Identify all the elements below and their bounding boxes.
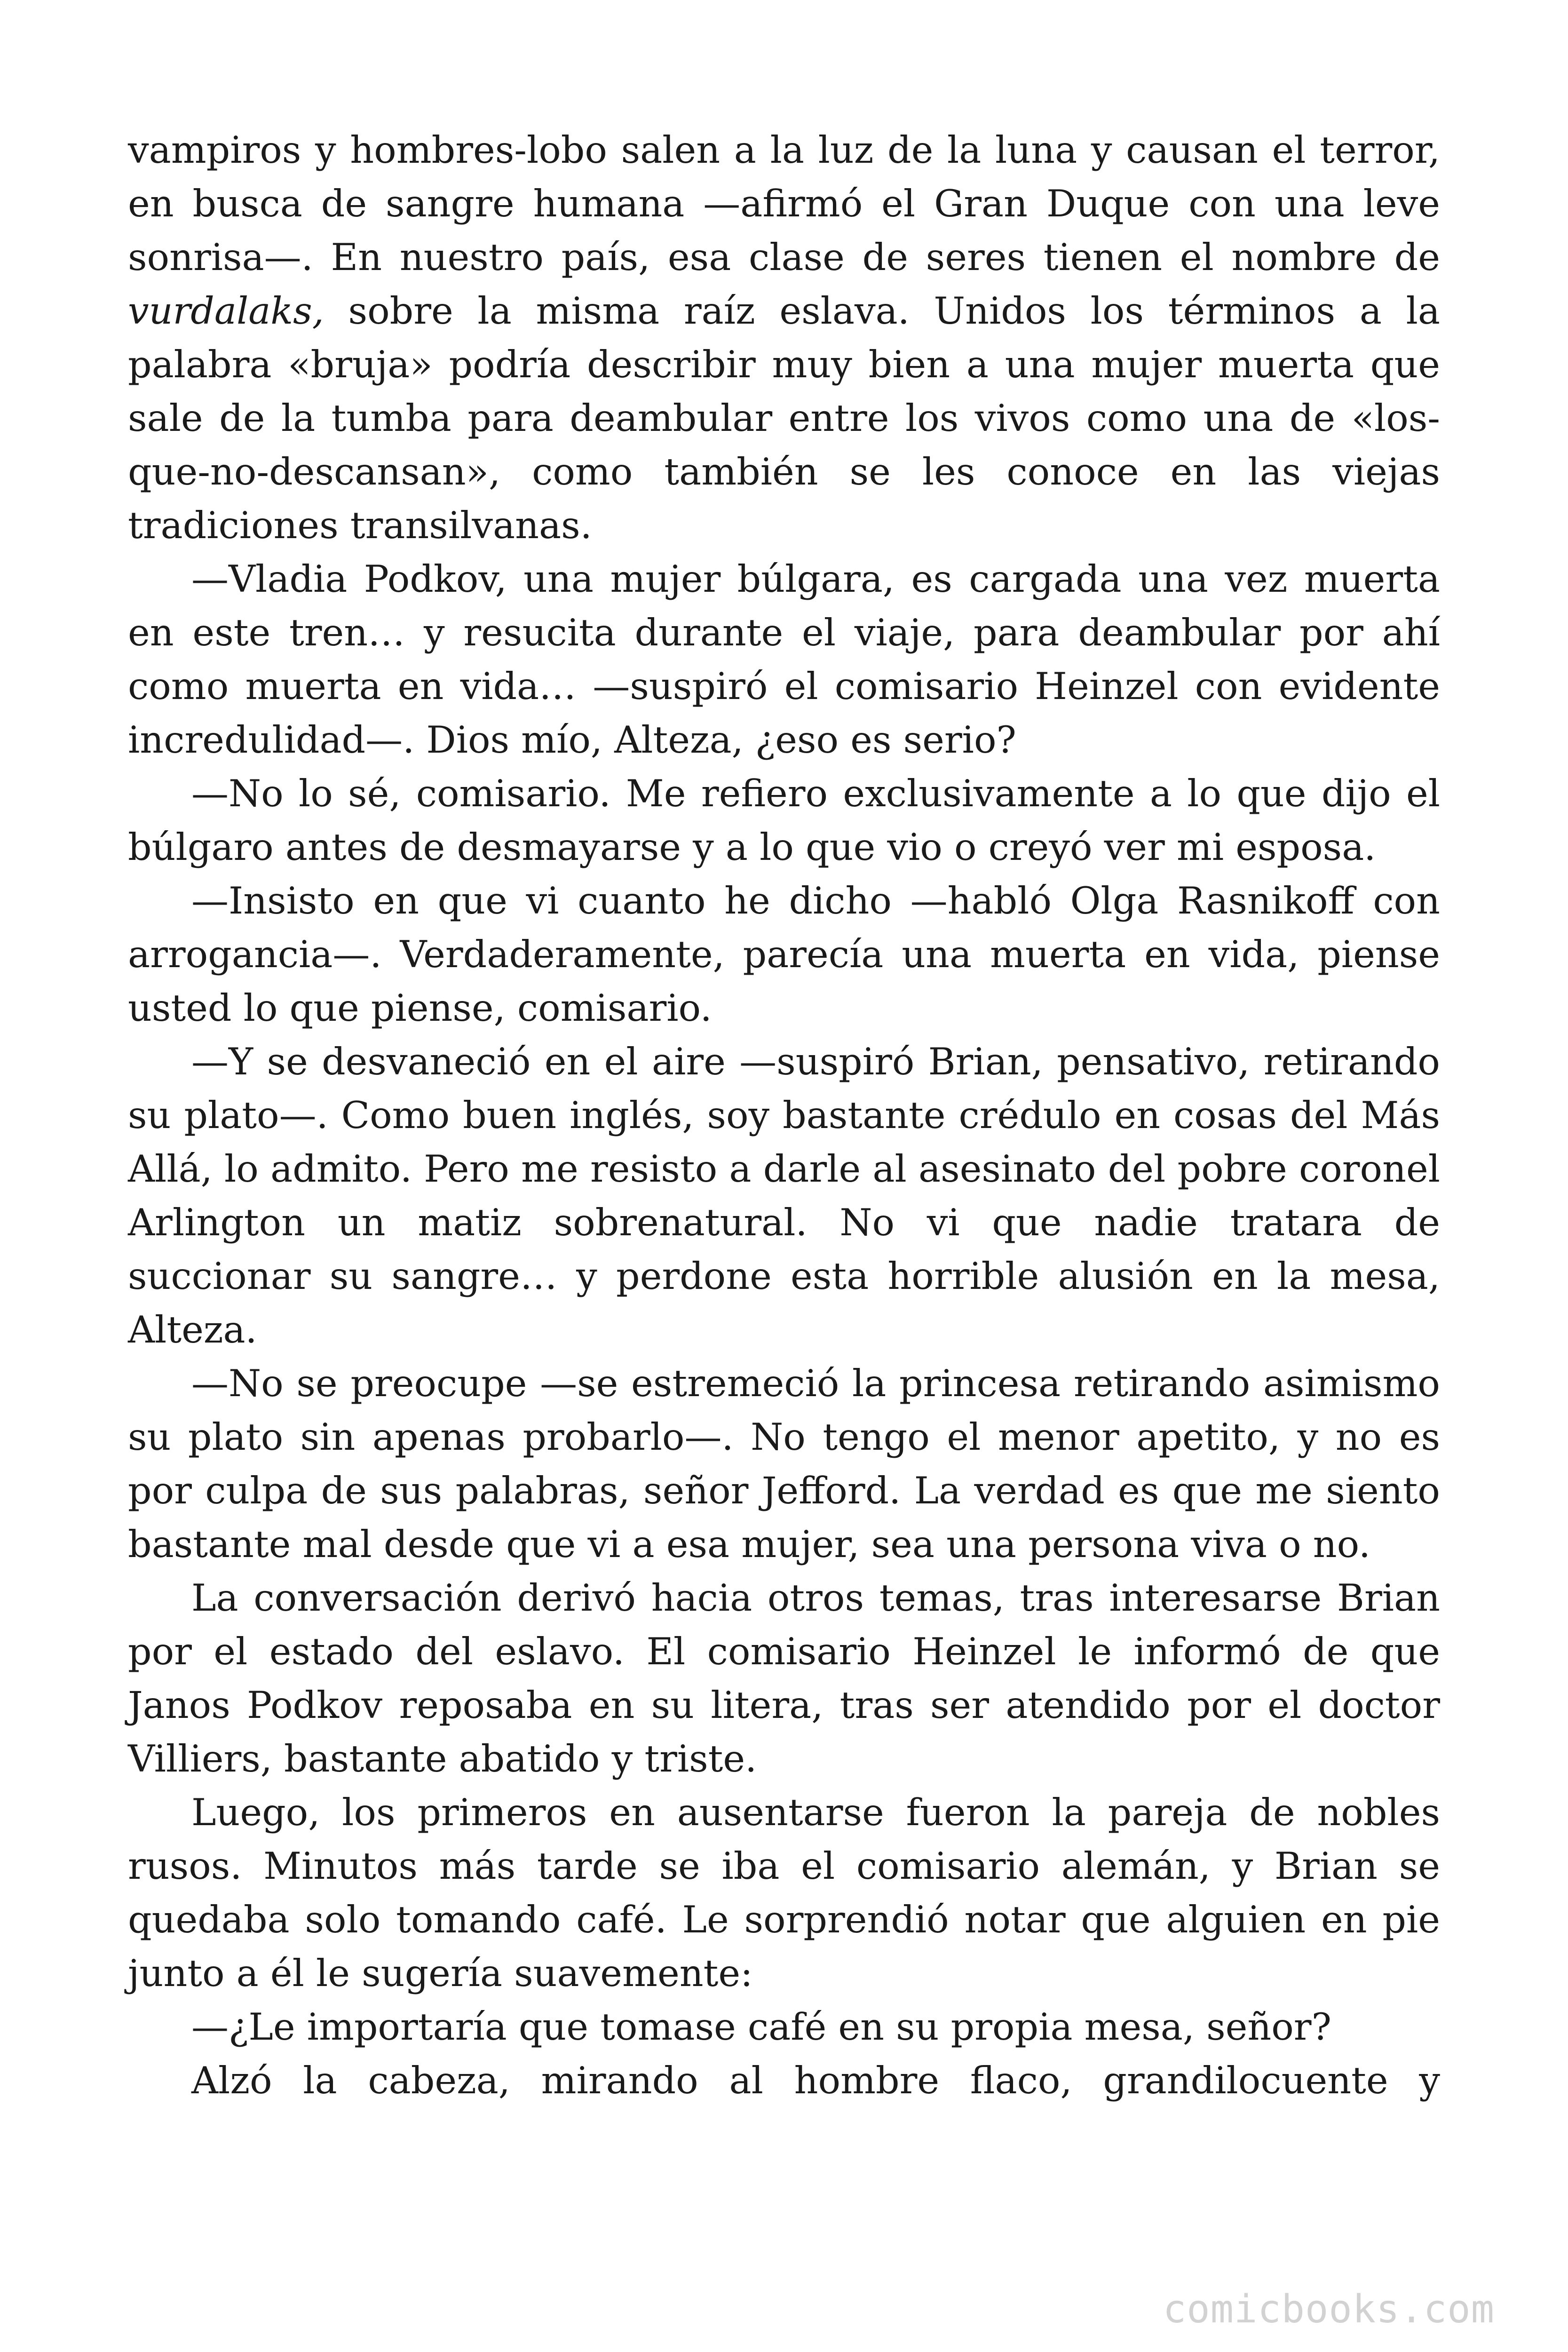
paragraph-text: —Y se desvaneció en el aire —suspiró Brian, pensativo, retirando su plato—. Como buen inglés, soy bastante crédulo en cosas del Más Allá, lo admito. Pero me resisto a darle al asesinato del pobre coronel Arlington un matiz sobrenatural. No vi que nadie tratara de succionar su sangre… y perdone esta horrible alusión en la mesa, Alteza. (128, 1040, 1440, 1351)
paragraph-4 (128, 874, 1440, 1035)
paragraph-10 (128, 2054, 1440, 2107)
paragraph-3 (128, 767, 1440, 874)
paragraph-7 (128, 1571, 1440, 1786)
page-body (128, 123, 1440, 2107)
paragraph-text: —Vladia Podkov, una mujer búlgara, es cargada una vez muerta en este tren… y resucita durante el viaje, para deambular por ahí como muerta en vida… —suspiró el comisario Heinzel con evidente incredulidad—. Dios mío, Alteza, ¿eso es serio? (128, 557, 1440, 762)
paragraph-9 (128, 2000, 1440, 2054)
paragraph-text: —¿Le importaría que tomase café en su propia mesa, señor? (191, 2005, 1331, 2049)
paragraph-2 (128, 552, 1440, 767)
paragraph-6 (128, 1357, 1440, 1571)
paragraph-5 (128, 1035, 1440, 1357)
paragraph-text: —Insisto en que vi cuanto he dicho —habló Olga Rasnikoff con arrogancia—. Verdaderamente, parecía una muerta en vida, piense usted lo que piense, comisario. (128, 879, 1440, 1030)
paragraph-text: La conversación derivó hacia otros temas, tras interesarse Brian por el estado del eslavo. El comisario Heinzel le informó de que Janos Podkov reposaba en su litera, tras ser atendido por el doctor Villiers, bastante abatido y triste. (128, 1576, 1440, 1780)
italic-term: vurdalaks, (128, 289, 324, 333)
paragraph-text: Alzó la cabeza, mirando al hombre flaco, grandilocuente y (191, 2059, 1440, 2102)
paragraph-text: —No se preocupe —se estremeció la princesa retirando asimismo su plato sin apenas probarlo—. No tengo el menor apetito, y no es por culpa de sus palabras, señor Jefford. La verdad es que me siento bastante mal desde que vi a esa mujer, sea una persona viva o no. (128, 1362, 1440, 1566)
watermark: comicbooks.com (1163, 2287, 1495, 2332)
paragraph-8 (128, 1786, 1440, 2000)
paragraph-text: vampiros y hombres-lobo salen a la luz de la luna y causan el terror, en busca de sangre humana —afirmó el Gran Duque con una leve sonrisa—. En nuestro país, esa clase de seres tienen el nombre de (128, 128, 1440, 279)
paragraph-text: sobre la misma raíz eslava. Unidos los términos a la palabra «bruja» podría describir muy bien a una mujer muerta que sale de la tumba para deambular entre los vivos como una de «los-que-no-descansan», como también se les conoce en las viejas tradiciones transilvanas. (128, 289, 1440, 547)
paragraph-text: Luego, los primeros en ausentarse fueron la pareja de nobles rusos. Minutos más tarde se iba el comisario alemán, y Brian se quedaba solo tomando café. Le sorprendió notar que alguien en pie junto a él le sugería suavemente: (128, 1791, 1440, 1995)
paragraph-text: —No lo sé, comisario. Me refiero exclusivamente a lo que dijo el búlgaro antes de desmayarse y a lo que vio o creyó ver mi esposa. (128, 772, 1440, 869)
paragraph-1 (128, 123, 1440, 552)
